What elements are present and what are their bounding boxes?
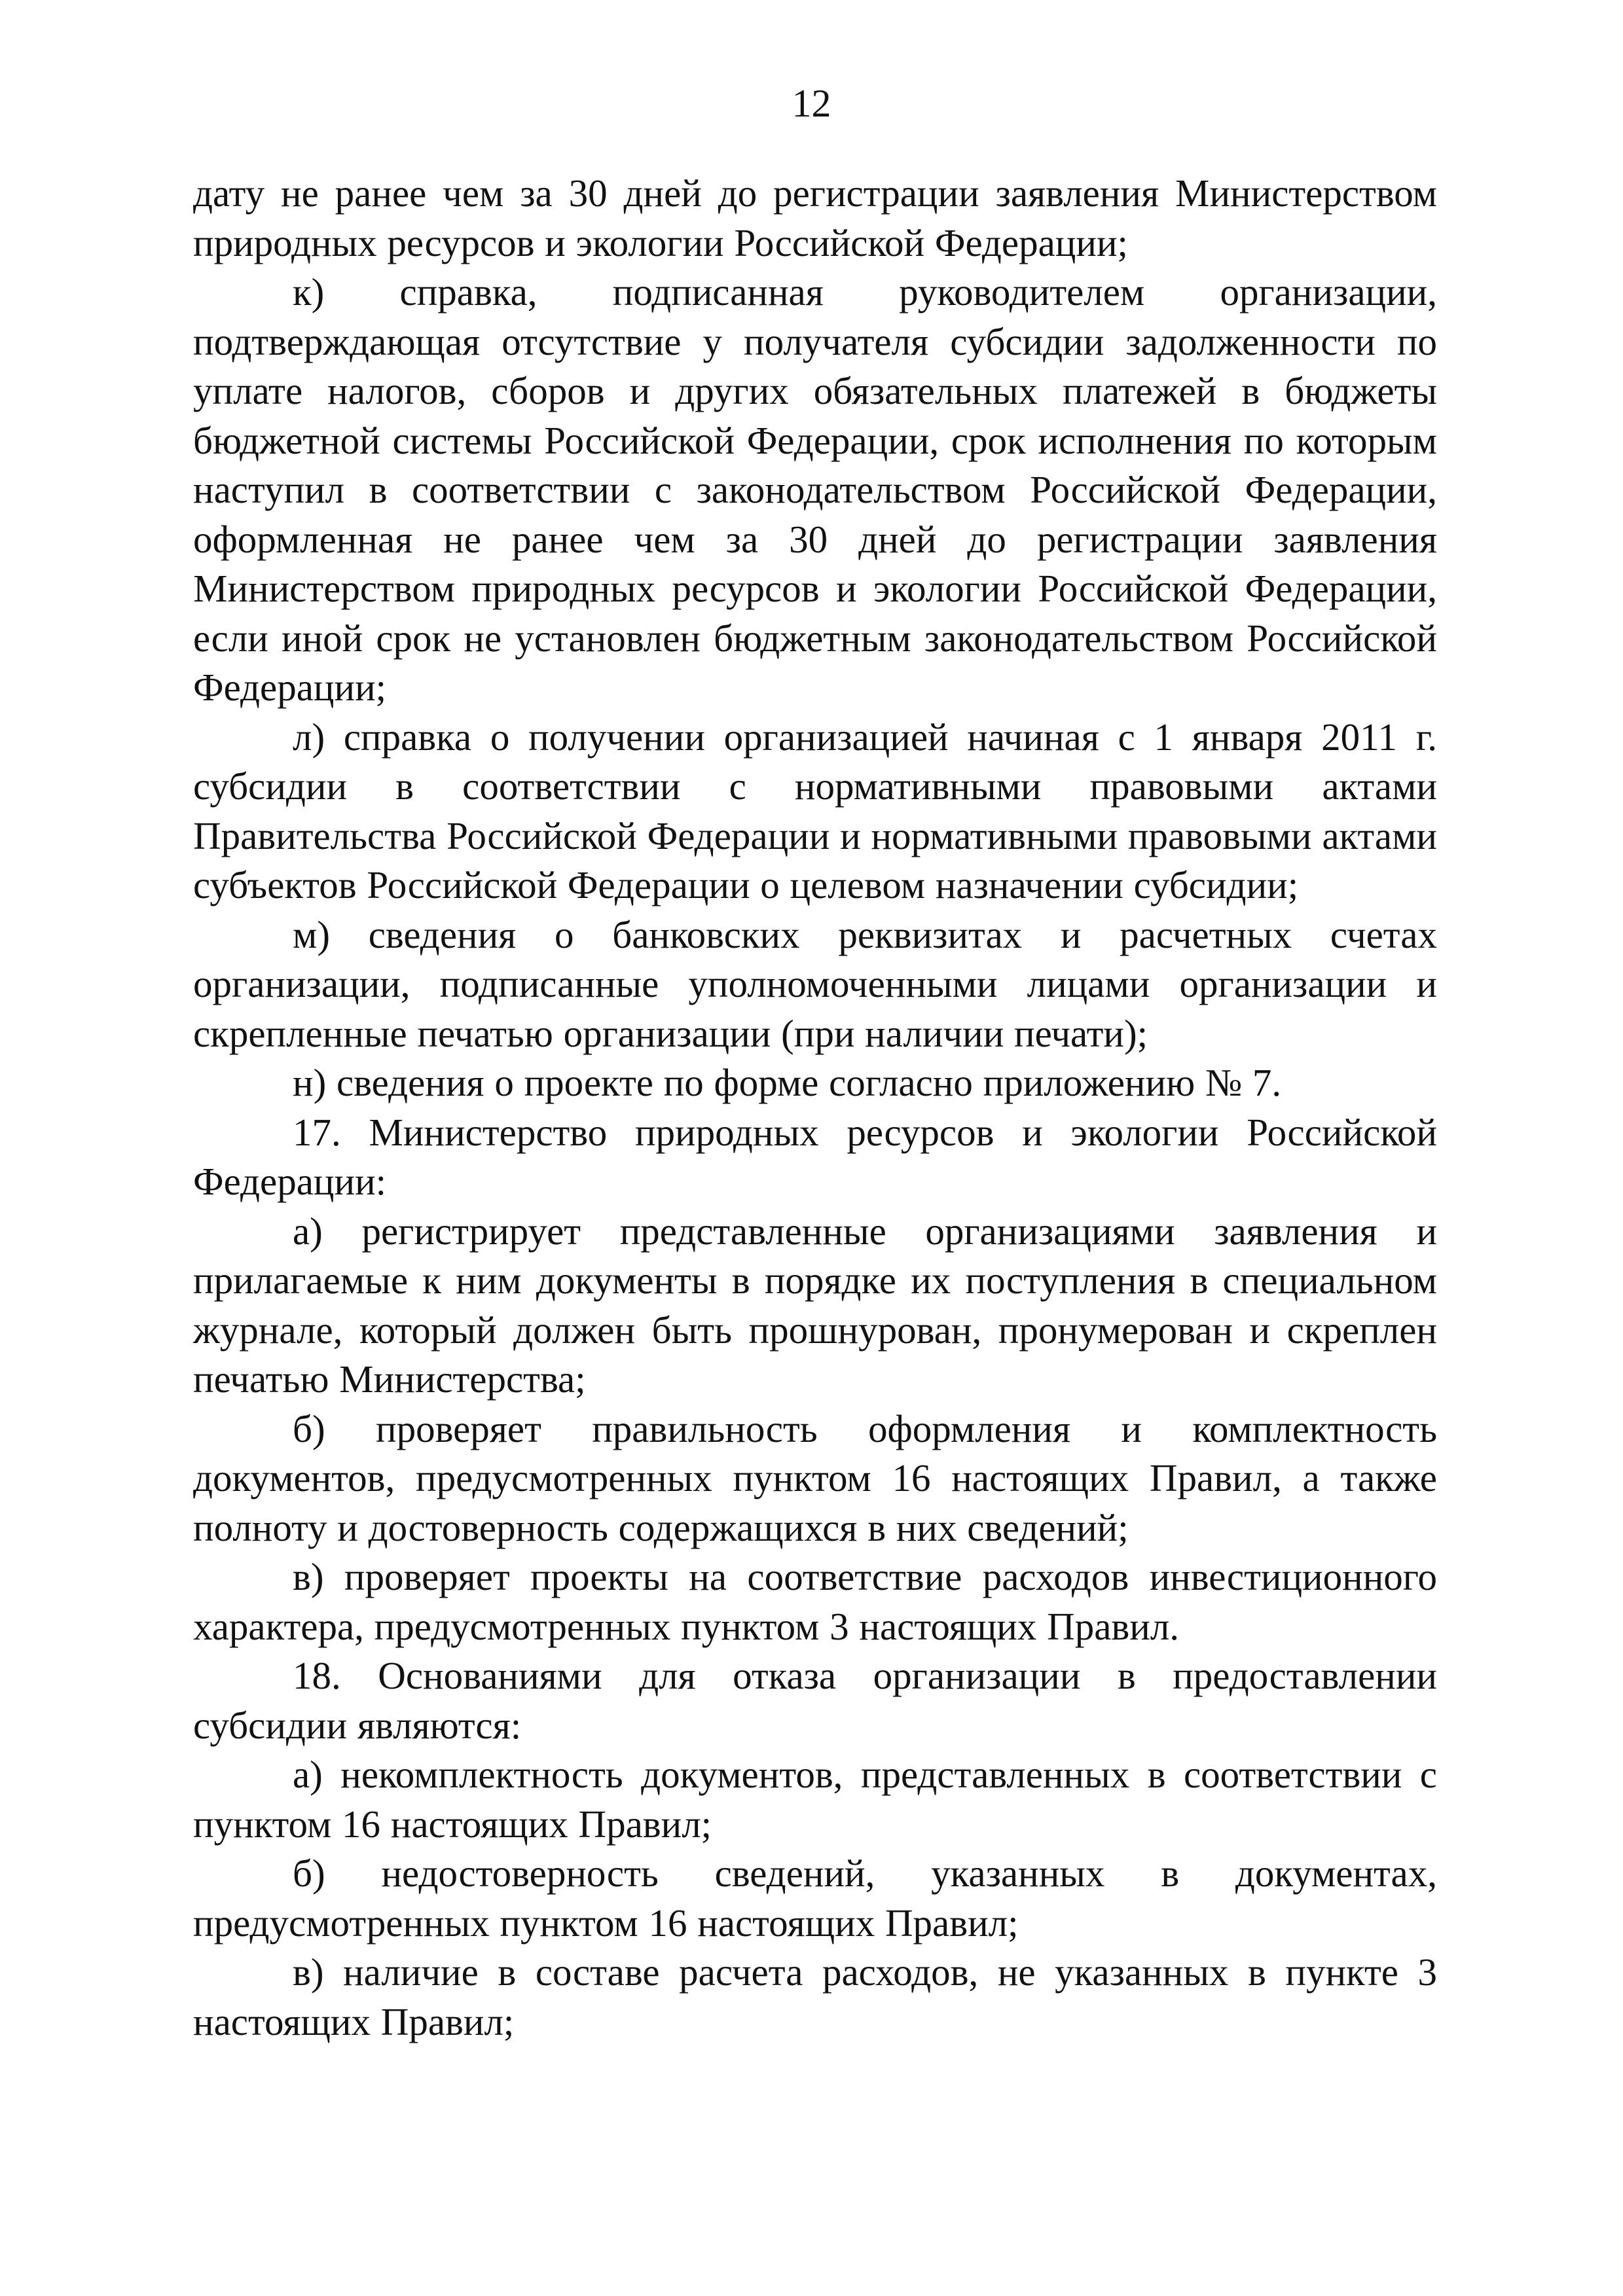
paragraph-17-item-v: в) проверяет проекты на соответствие расходов инвестиционного характера, предусмотренных пунктом 3 настоящих Правил.: [193, 1555, 1437, 1648]
paragraph-item-l: л) справка о получении организацией начиная с 1 января 2011 г. субсидии в соответствии с нормативными правовыми актами Правительства Российской Федерации и нормативными правовыми актами субъектов Российской Федерации о целевом назначении субсидии;: [193, 715, 1437, 906]
paragraph-17-item-a: а) регистрирует представленные организациями заявления и прилагаемые к ним документы в порядке их поступления в специальном журнале, который должен быть прошнурован, пронумерован и скреплен печатью Министерства;: [193, 1209, 1437, 1401]
document-body: [193, 169, 1437, 2047]
paragraph-item-m: м) сведения о банковских реквизитах и расчетных счетах организации, подписанные уполномоченными лицами организации и скрепленные печатью организации (при наличии печати);: [193, 912, 1437, 1055]
paragraph-18-item-v: в) наличие в составе расчета расходов, не указанных в пункте 3 настоящих Правил;: [193, 1950, 1437, 2043]
paragraph-section-17: 17. Министерство природных ресурсов и экологии Российской Федерации:: [193, 1110, 1437, 1203]
paragraph-continuation: дату не ранее чем за 30 дней до регистрации заявления Министерством природных ресурсов и экологии Российской Федерации;: [193, 171, 1437, 264]
paragraph-18-item-a: а) некомплектность документов, представленных в соответствии с пунктом 16 настоящих Правил;: [193, 1753, 1437, 1846]
paragraph-item-k: к) справка, подписанная руководителем организации, подтверждающая отсутствие у получателя субсидии задолженности по уплате налогов, сборов и других обязательных платежей в бюджеты бюджетной системы Российской Федерации, срок исполнения по которым наступил в соответствии с законодательством Российской Федерации, оформленная не ранее чем за 30 дней до регистрации заявления Министерством природных ресурсов и экологии Российской Федерации, если иной срок не установлен бюджетным законодательством Российской Федерации;: [193, 270, 1437, 709]
page-number: 12: [792, 82, 831, 125]
paragraph-17-item-b: б) проверяет правильность оформления и комплектность документов, предусмотренных пунктом 16 настоящих Правил, а также полноту и достоверность содержащихся в них сведений;: [193, 1407, 1437, 1549]
paragraph-18-item-b: б) недостоверность сведений, указанных в документах, предусмотренных пунктом 16 настоящих Правил;: [193, 1852, 1437, 1945]
paragraph-item-n: н) сведения о проекте по форме согласно приложению № 7.: [293, 1061, 1282, 1104]
paragraph-section-18: 18. Основаниями для отказа организации в предоставлении субсидии являются:: [193, 1654, 1437, 1747]
